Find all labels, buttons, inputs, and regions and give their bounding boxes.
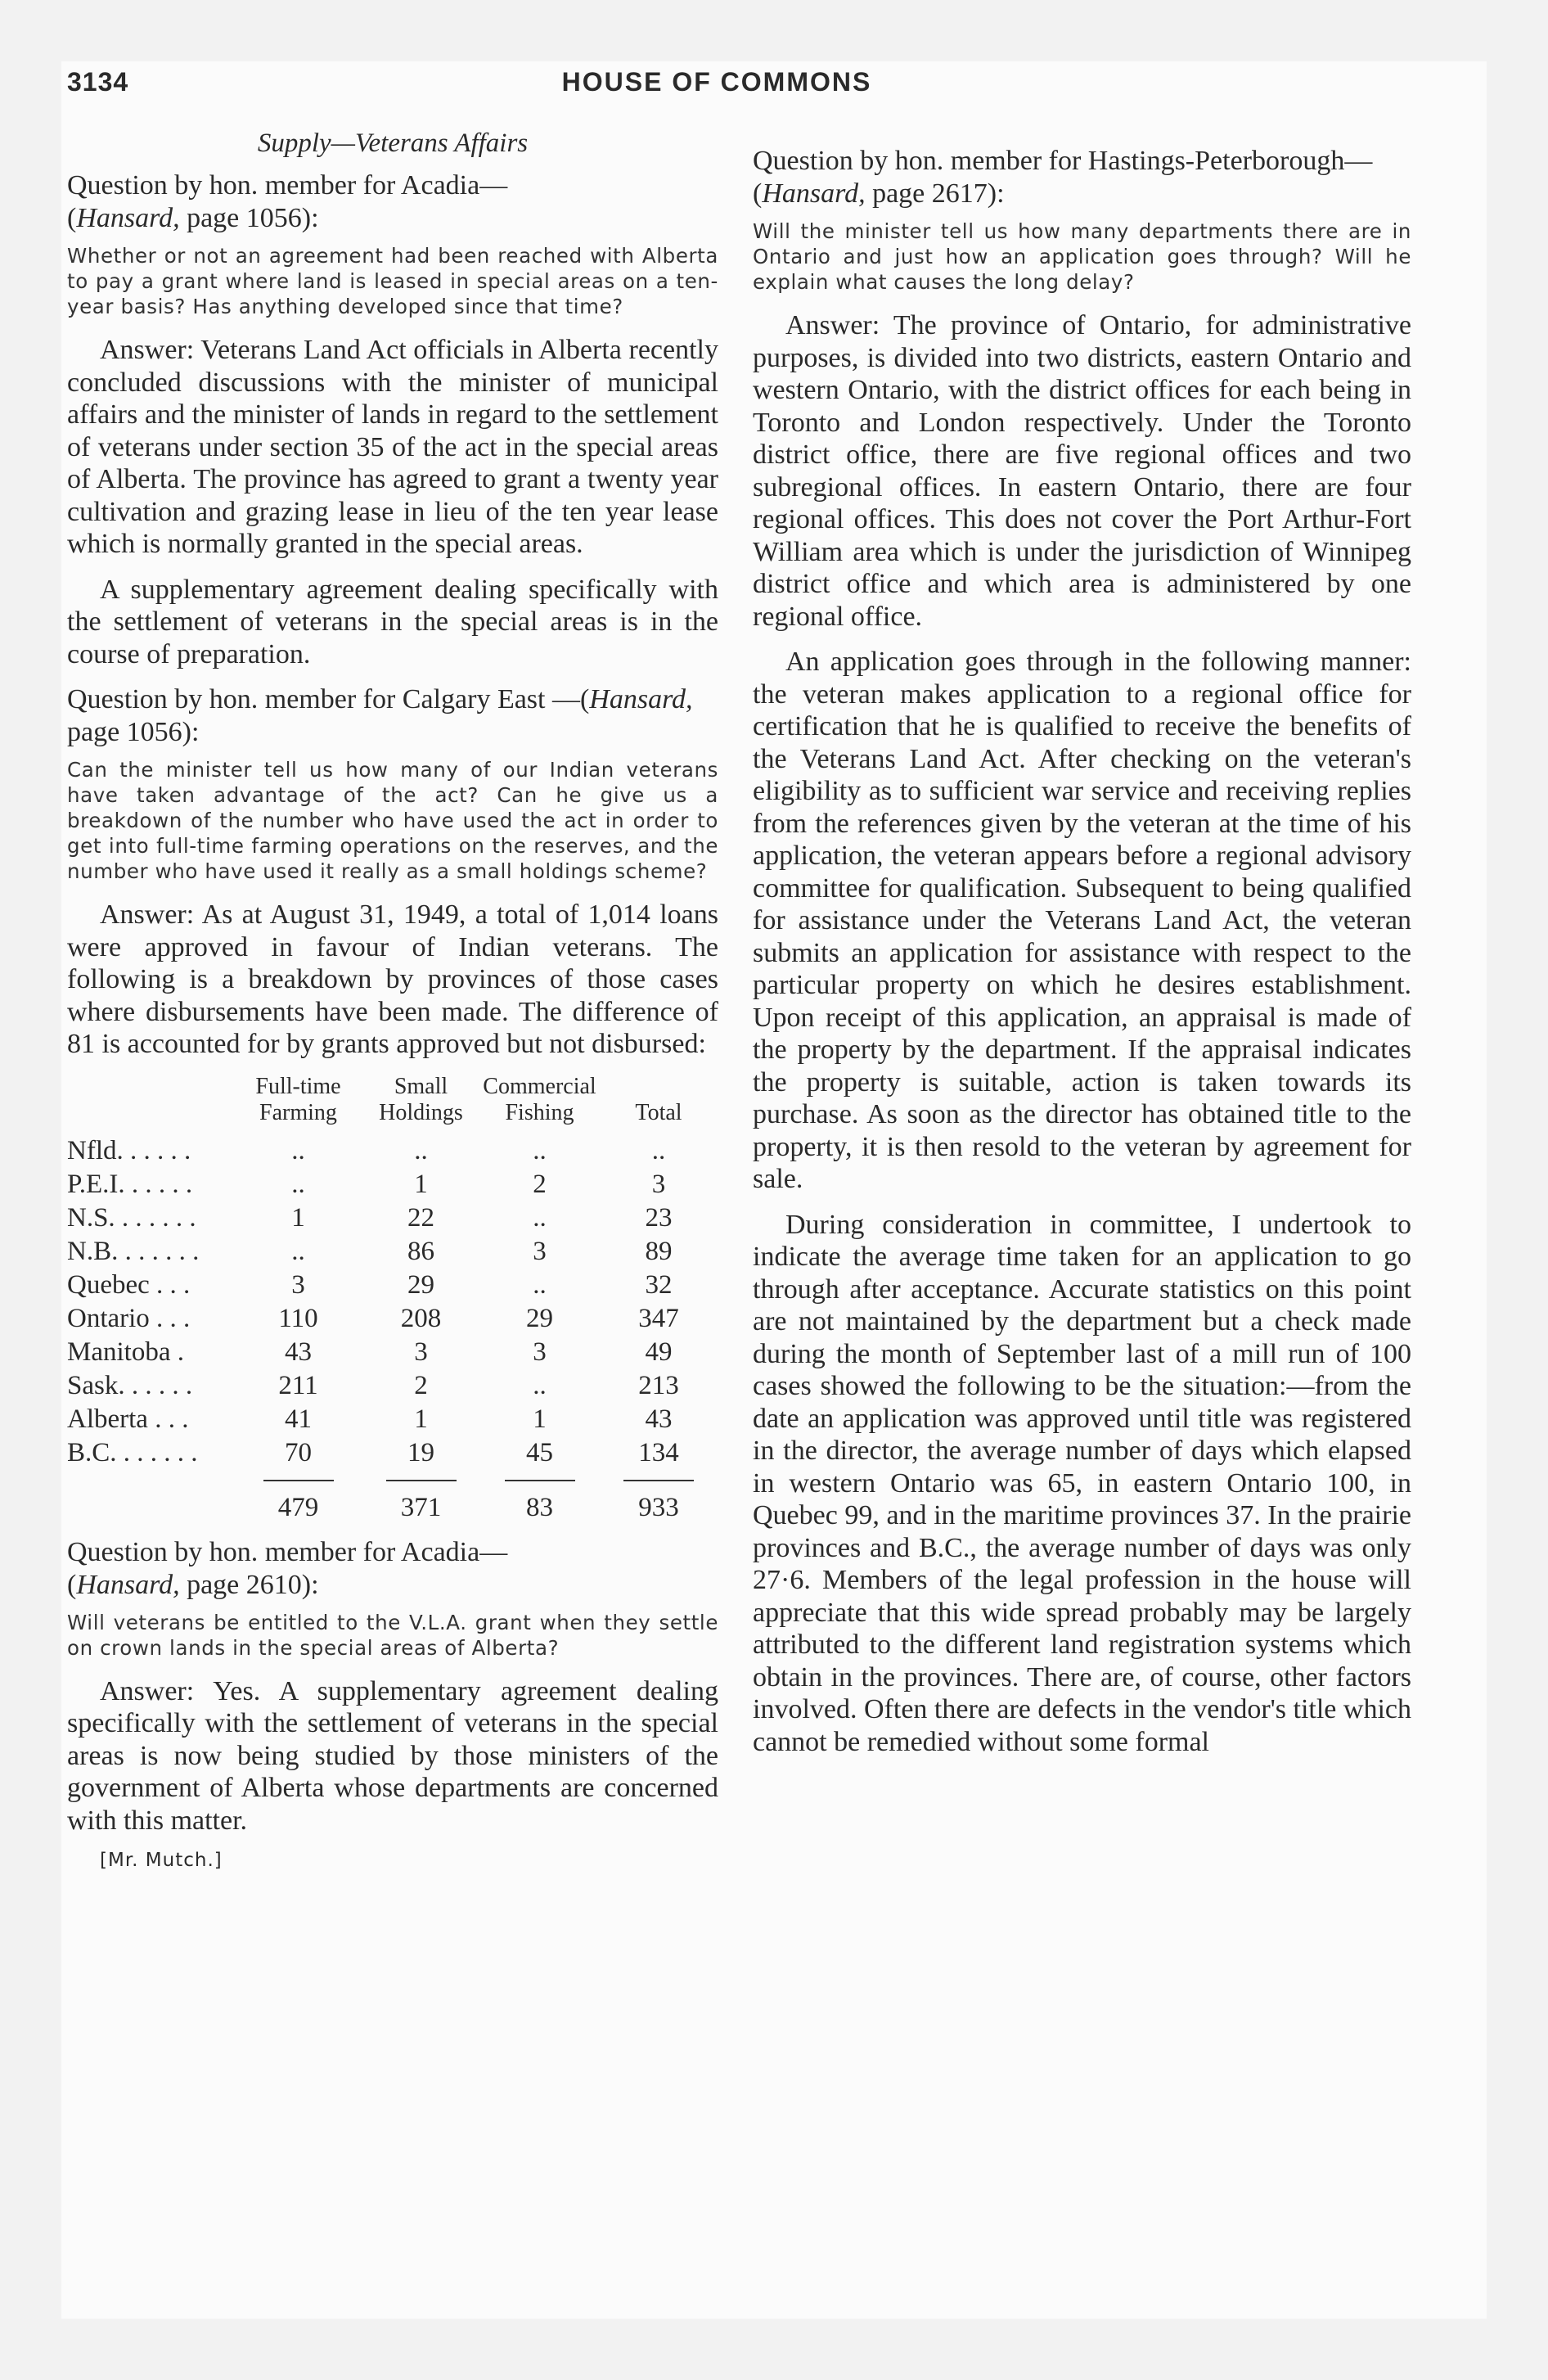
holdings-cell: 208 <box>400 1303 442 1333</box>
total-fishing-cell: 83 <box>526 1492 553 1522</box>
province-cell: N.S. . . . . . . <box>67 1202 196 1233</box>
loans-breakdown-table <box>67 1074 718 1525</box>
total-cell: 134 <box>638 1437 679 1467</box>
table-row <box>67 1336 718 1369</box>
farming-cell: .. <box>291 1169 305 1199</box>
farming-cell: 70 <box>285 1437 312 1467</box>
fishing-cell: .. <box>533 1370 547 1400</box>
question-1: Question by hon. member for Acadia— (Hansard, page 1056): <box>67 170 508 233</box>
fishing-cell: .. <box>533 1202 547 1233</box>
province-cell: N.B. . . . . . . <box>67 1236 200 1266</box>
left-column <box>67 127 718 1871</box>
table-row <box>67 1403 718 1436</box>
fishing-cell: 3 <box>533 1236 547 1266</box>
holdings-cell: 22 <box>407 1202 434 1233</box>
page-header <box>67 67 1366 116</box>
fishing-cell: 29 <box>526 1303 553 1333</box>
total-cell: 43 <box>645 1404 673 1434</box>
column-header: Total <box>635 1099 682 1125</box>
fishing-cell: 45 <box>526 1437 553 1467</box>
answer-1-paragraph-1: Answer: Veterans Land Act officials in Alberta recently concluded discussions with the minister of municipal affairs and the minister of lands in regard to the settlement of veterans under section 35 of the act in the special areas of Alberta. The province has agreed to grant a twenty year cultivation and grazing lease in lieu of the ten year lease which is normally granted in the special areas. <box>67 335 718 559</box>
province-cell: P.E.I. . . . . . <box>67 1169 193 1199</box>
right-column <box>753 145 1411 1771</box>
table-row <box>67 1302 718 1336</box>
fishing-cell: 2 <box>533 1169 547 1199</box>
table-row <box>67 1235 718 1269</box>
fishing-cell: .. <box>533 1135 547 1165</box>
farming-cell: 43 <box>285 1336 312 1367</box>
answer-3-paragraph-1: Answer: Yes. A supplementary agreement dealing specifically with the settlement of veterans in the special areas is now being studied by those ministers of the government of Alberta whose departments are concerned with this matter. <box>67 1675 718 1836</box>
total-cell: .. <box>651 1135 666 1165</box>
holdings-cell: 86 <box>407 1236 434 1266</box>
question-1-text: Whether or not an agreement had been reached with Alberta to pay a grant where land is leased in special areas on a ten-year basis? Has anything developed since that time? <box>67 244 718 318</box>
province-cell: Quebec . . . <box>67 1269 191 1300</box>
table-row <box>67 1369 718 1403</box>
question-4: Question by hon. member for Hastings-Peterborough—(Hansard, page 2617): <box>753 146 1373 209</box>
sum-rule <box>505 1480 575 1481</box>
province-cell: Manitoba . <box>67 1336 184 1367</box>
column-header: Commercial Fishing <box>483 1073 596 1125</box>
total-cell: 89 <box>645 1236 673 1266</box>
table-row <box>67 1168 718 1201</box>
answer-2-paragraph-1: Answer: As at August 31, 1949, a total of 1,014 loans were approved in favour of Indian veterans. The following is a breakdown by provinces of those cases where disbursements have been made. The difference of 81 is accounted for by grants approved but not disbursed: <box>67 899 718 1059</box>
fishing-cell: 1 <box>533 1404 547 1434</box>
holdings-cell: 1 <box>414 1169 428 1199</box>
section-title: Supply—Veterans Affairs <box>257 128 529 158</box>
table-row <box>67 1436 718 1470</box>
running-head: HOUSE OF COMMONS <box>561 67 872 97</box>
farming-cell: 3 <box>291 1269 305 1300</box>
question-3-text: Will veterans be entitled to the V.L.A. grant when they settle on crown lands in the special areas of Alberta? <box>67 1610 718 1660</box>
total-farming-cell: 479 <box>277 1492 319 1522</box>
table-totals-row <box>67 1488 718 1525</box>
answer-1-paragraph-2: A supplementary agreement dealing specifically with the settlement of veterans in the special areas is in the course of preparation. <box>67 574 718 669</box>
holdings-cell: .. <box>414 1135 428 1165</box>
province-cell: Sask. . . . . . <box>67 1370 193 1400</box>
column-header: Small Holdings <box>379 1073 463 1125</box>
sum-rule <box>386 1480 457 1481</box>
answer-4-paragraph-1: Answer: The province of Ontario, for administrative purposes, is divided into two districts, eastern Ontario and western Ontario, with the district offices for each being in Toronto and London respectively. Under the Toronto district office, there are five regional offices and two subregional offices. In eastern Ontario, there are four regional offices. This does not cover the Port Arthur-Fort William area which is under the jurisdiction of Winnipeg district office and which area is administered by one regional office. <box>753 310 1411 632</box>
holdings-cell: 19 <box>407 1437 434 1467</box>
province-cell: Alberta . . . <box>67 1404 189 1434</box>
speaker-note: [Mr. Mutch.] <box>100 1850 223 1871</box>
province-cell: B.C. . . . . . . <box>67 1437 198 1467</box>
total-cell: 3 <box>651 1169 666 1199</box>
fishing-cell: .. <box>533 1269 547 1300</box>
question-4-text: Will the minister tell us how many departments there are in Ontario and just how an application goes through? Will he explain what causes the long delay? <box>753 219 1411 294</box>
farming-cell: 110 <box>278 1303 318 1333</box>
holdings-cell: 29 <box>407 1269 434 1300</box>
total-cell: 49 <box>645 1336 673 1367</box>
table-rule-row <box>67 1470 718 1488</box>
answer-4-paragraph-2: An application goes through in the following manner: the veteran makes application to a regional office for certification that he is qualified to receive the benefits of the Veterans Land Act. After checking on the veteran's eligibility as to sufficient war service and receiving replies from the references given by the veteran at the time of his application, the veteran appears before a regional advisory committee for qualification. Subsequent to being qualified for assistance under the Veterans Land Act, the veteran submits an application for assistance with respect to the particular property on which he desires establishment. Upon receipt of this application, an appraisal is made of the property by the department. If the appraisal indicates the property is suitable, action is taken towards its purchase. As soon as the director has obtained title to the property, it is then resold to the veteran by agreement for sale. <box>753 647 1411 1194</box>
sum-rule <box>623 1480 694 1481</box>
farming-cell: 41 <box>285 1404 312 1434</box>
fishing-cell: 3 <box>533 1336 547 1367</box>
total-cell: 213 <box>638 1370 679 1400</box>
column-header: Full-time Farming <box>255 1073 341 1125</box>
answer-4-paragraph-3: During consideration in committee, I undertook to indicate the average time taken for an application to go through after acceptance. Accurate statistics on this point are not maintained by the department but a check made during the month of September last of a mill run of 100 cases showed the following to be the situation:—from the date an application was approved until title was registered in the director, the average number of days which elapsed in western Ontario was 65, in eastern Ontario 100, in Quebec 99, and in the maritime provinces 37. In the prairie provinces and B.C., the average number of days was only 27·6. Members of the legal profession in the house will appreciate that this wide spread probably may be largely attributed to the different land registration systems which obtain in the provinces. There are, of course, other factors involved. Often there are defects in the vendor's title which cannot be remedied without some formal <box>753 1209 1411 1757</box>
holdings-cell: 1 <box>414 1404 428 1434</box>
total-total-cell: 933 <box>638 1492 679 1522</box>
holdings-cell: 2 <box>414 1370 428 1400</box>
table-row <box>67 1269 718 1302</box>
question-3: Question by hon. member for Acadia— (Hansard, page 2610): <box>67 1536 508 1600</box>
table-header-row <box>67 1074 718 1134</box>
farming-cell: 1 <box>291 1202 305 1233</box>
province-cell: Ontario . . . <box>67 1303 191 1333</box>
question-2-text: Can the minister tell us how many of our Indian veterans have taken advantage of the act? Can he give us a breakdown of the number who have used the act in order to get into full-time farming operations on the reserves, and the number who have used it really as a small holdings scheme? <box>67 758 718 883</box>
farming-cell: .. <box>291 1135 305 1165</box>
farming-cell: 211 <box>278 1370 318 1400</box>
farming-cell: .. <box>291 1236 305 1266</box>
total-cell: 23 <box>645 1202 673 1233</box>
question-2: Question by hon. member for Calgary East —(Hansard, page 1056): <box>67 684 693 747</box>
table-row <box>67 1201 718 1235</box>
total-cell: 347 <box>638 1303 679 1333</box>
province-cell: Nfld. . . . . . <box>67 1135 191 1165</box>
table-row <box>67 1134 718 1168</box>
sum-rule <box>263 1480 334 1481</box>
page-number: 3134 <box>67 67 129 97</box>
total-holdings-cell: 371 <box>400 1492 442 1522</box>
total-cell: 32 <box>645 1269 673 1300</box>
holdings-cell: 3 <box>414 1336 428 1367</box>
